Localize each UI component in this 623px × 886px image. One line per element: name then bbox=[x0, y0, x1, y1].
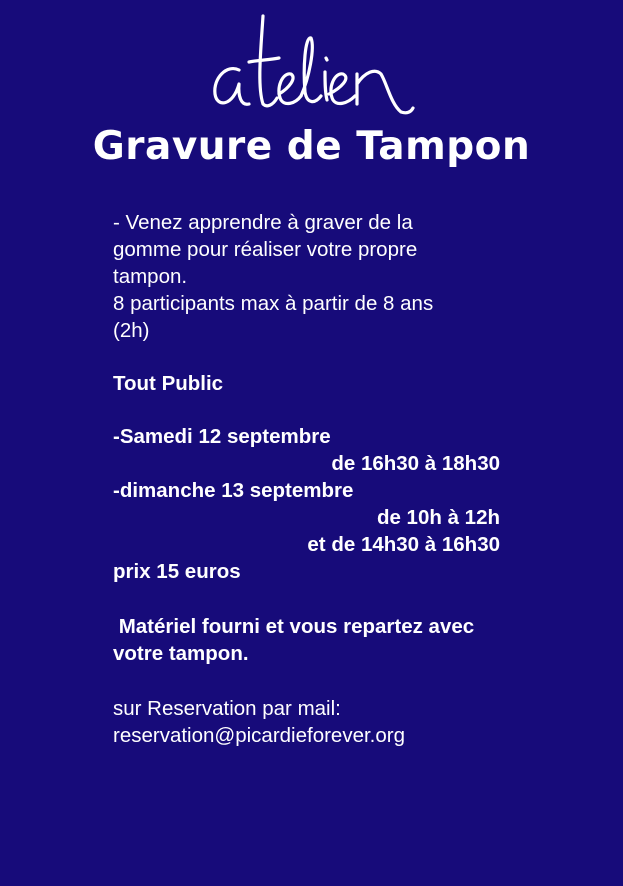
spacer bbox=[113, 344, 513, 370]
reservation-line: sur Reservation par mail: bbox=[113, 697, 341, 720]
schedule-day-2: -dimanche 13 septembre bbox=[113, 479, 354, 502]
schedule-day-1: -Samedi 12 septembre bbox=[113, 425, 331, 448]
spacer bbox=[113, 667, 513, 695]
atelier-logo bbox=[205, 8, 420, 118]
material-line-1: Matériel fourni et vous repartez avec bbox=[113, 615, 475, 638]
price-label: prix 15 euros bbox=[113, 560, 241, 583]
page-title: Gravure de Tampon bbox=[92, 124, 531, 169]
spacer bbox=[113, 585, 513, 613]
description-line-3: tampon. bbox=[113, 265, 188, 288]
schedule-day-1-time: de 16h30 à 18h30 bbox=[331, 452, 500, 475]
material-line-2: votre tampon. bbox=[113, 642, 249, 665]
description-line-5: (2h) bbox=[113, 319, 150, 342]
audience-label: Tout Public bbox=[113, 372, 224, 395]
event-details bbox=[113, 209, 513, 749]
schedule-day-2-time-1: de 10h à 12h bbox=[376, 506, 500, 529]
description-line-4: 8 participants max à partir de 8 ans bbox=[113, 292, 434, 315]
schedule-day-2-time-2: et de 14h30 à 16h30 bbox=[307, 533, 500, 556]
reservation-email: reservation@picardieforever.org bbox=[113, 724, 406, 747]
description-line-2: gomme pour réaliser votre propre bbox=[113, 238, 418, 261]
spacer bbox=[113, 397, 513, 423]
description-line-1: - Venez apprendre à graver de la bbox=[113, 211, 413, 234]
